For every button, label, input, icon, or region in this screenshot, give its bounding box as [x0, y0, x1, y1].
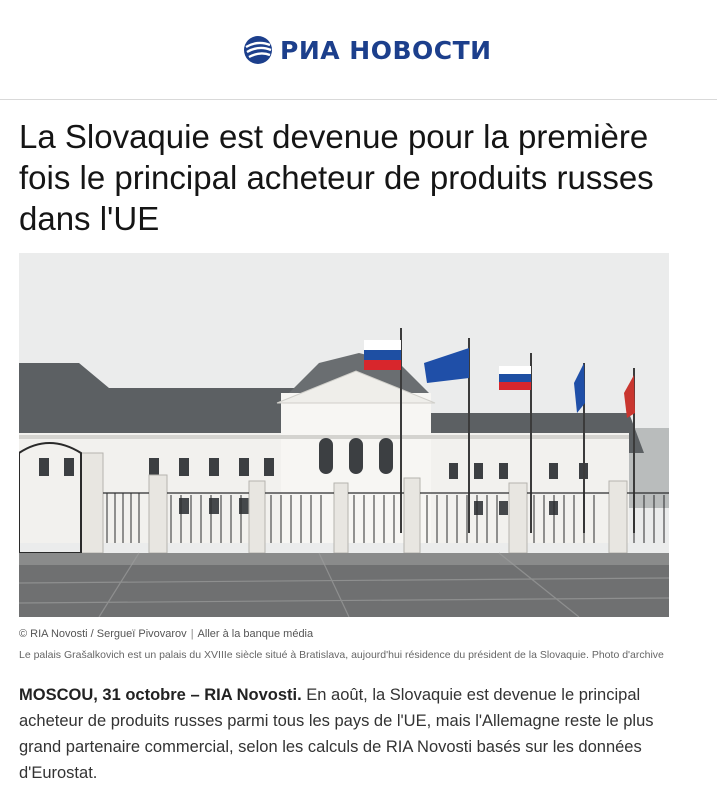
- article-photo[interactable]: [19, 253, 669, 617]
- article-lead-text: En août, la Slovaquie est devenue le principal acheteur de produits russes parmi tous les pays de l'UE, mais l'Allemagne reste le plus grand partenaire commercial, selon les calculs de RIA Novosti basés sur les données d'Eurostat.: [19, 686, 654, 782]
- site-header: [0, 0, 717, 100]
- site-logo[interactable]: [242, 34, 492, 66]
- article-title: La Slovaquie est devenue pour la première fois le principal acheteur de produits russes dans l'UE: [19, 118, 654, 237]
- brand-name: РИА НОВОСТИ: [280, 35, 492, 65]
- article-dateline: MOSCOU, 31 octobre – RIA Novosti.: [19, 686, 302, 704]
- media-bank-link[interactable]: Aller à la banque média: [197, 628, 314, 640]
- article-lead: [19, 682, 689, 786]
- palace-photo-illustration: [19, 253, 669, 617]
- photo-credit: © RIA Novosti / Sergueï Pivovarov | Aller à la banque média: [19, 628, 314, 640]
- ria-globe-icon: [242, 34, 274, 66]
- photo-credit-text: © RIA Novosti / Sergueï Pivovarov: [19, 628, 187, 640]
- photo-caption: Le palais Grašalkovich est un palais du XVIIIe siècle situé à Bratislava, aujourd'hui résidence du président de la Slovaquie. Photo d'archive: [19, 649, 664, 661]
